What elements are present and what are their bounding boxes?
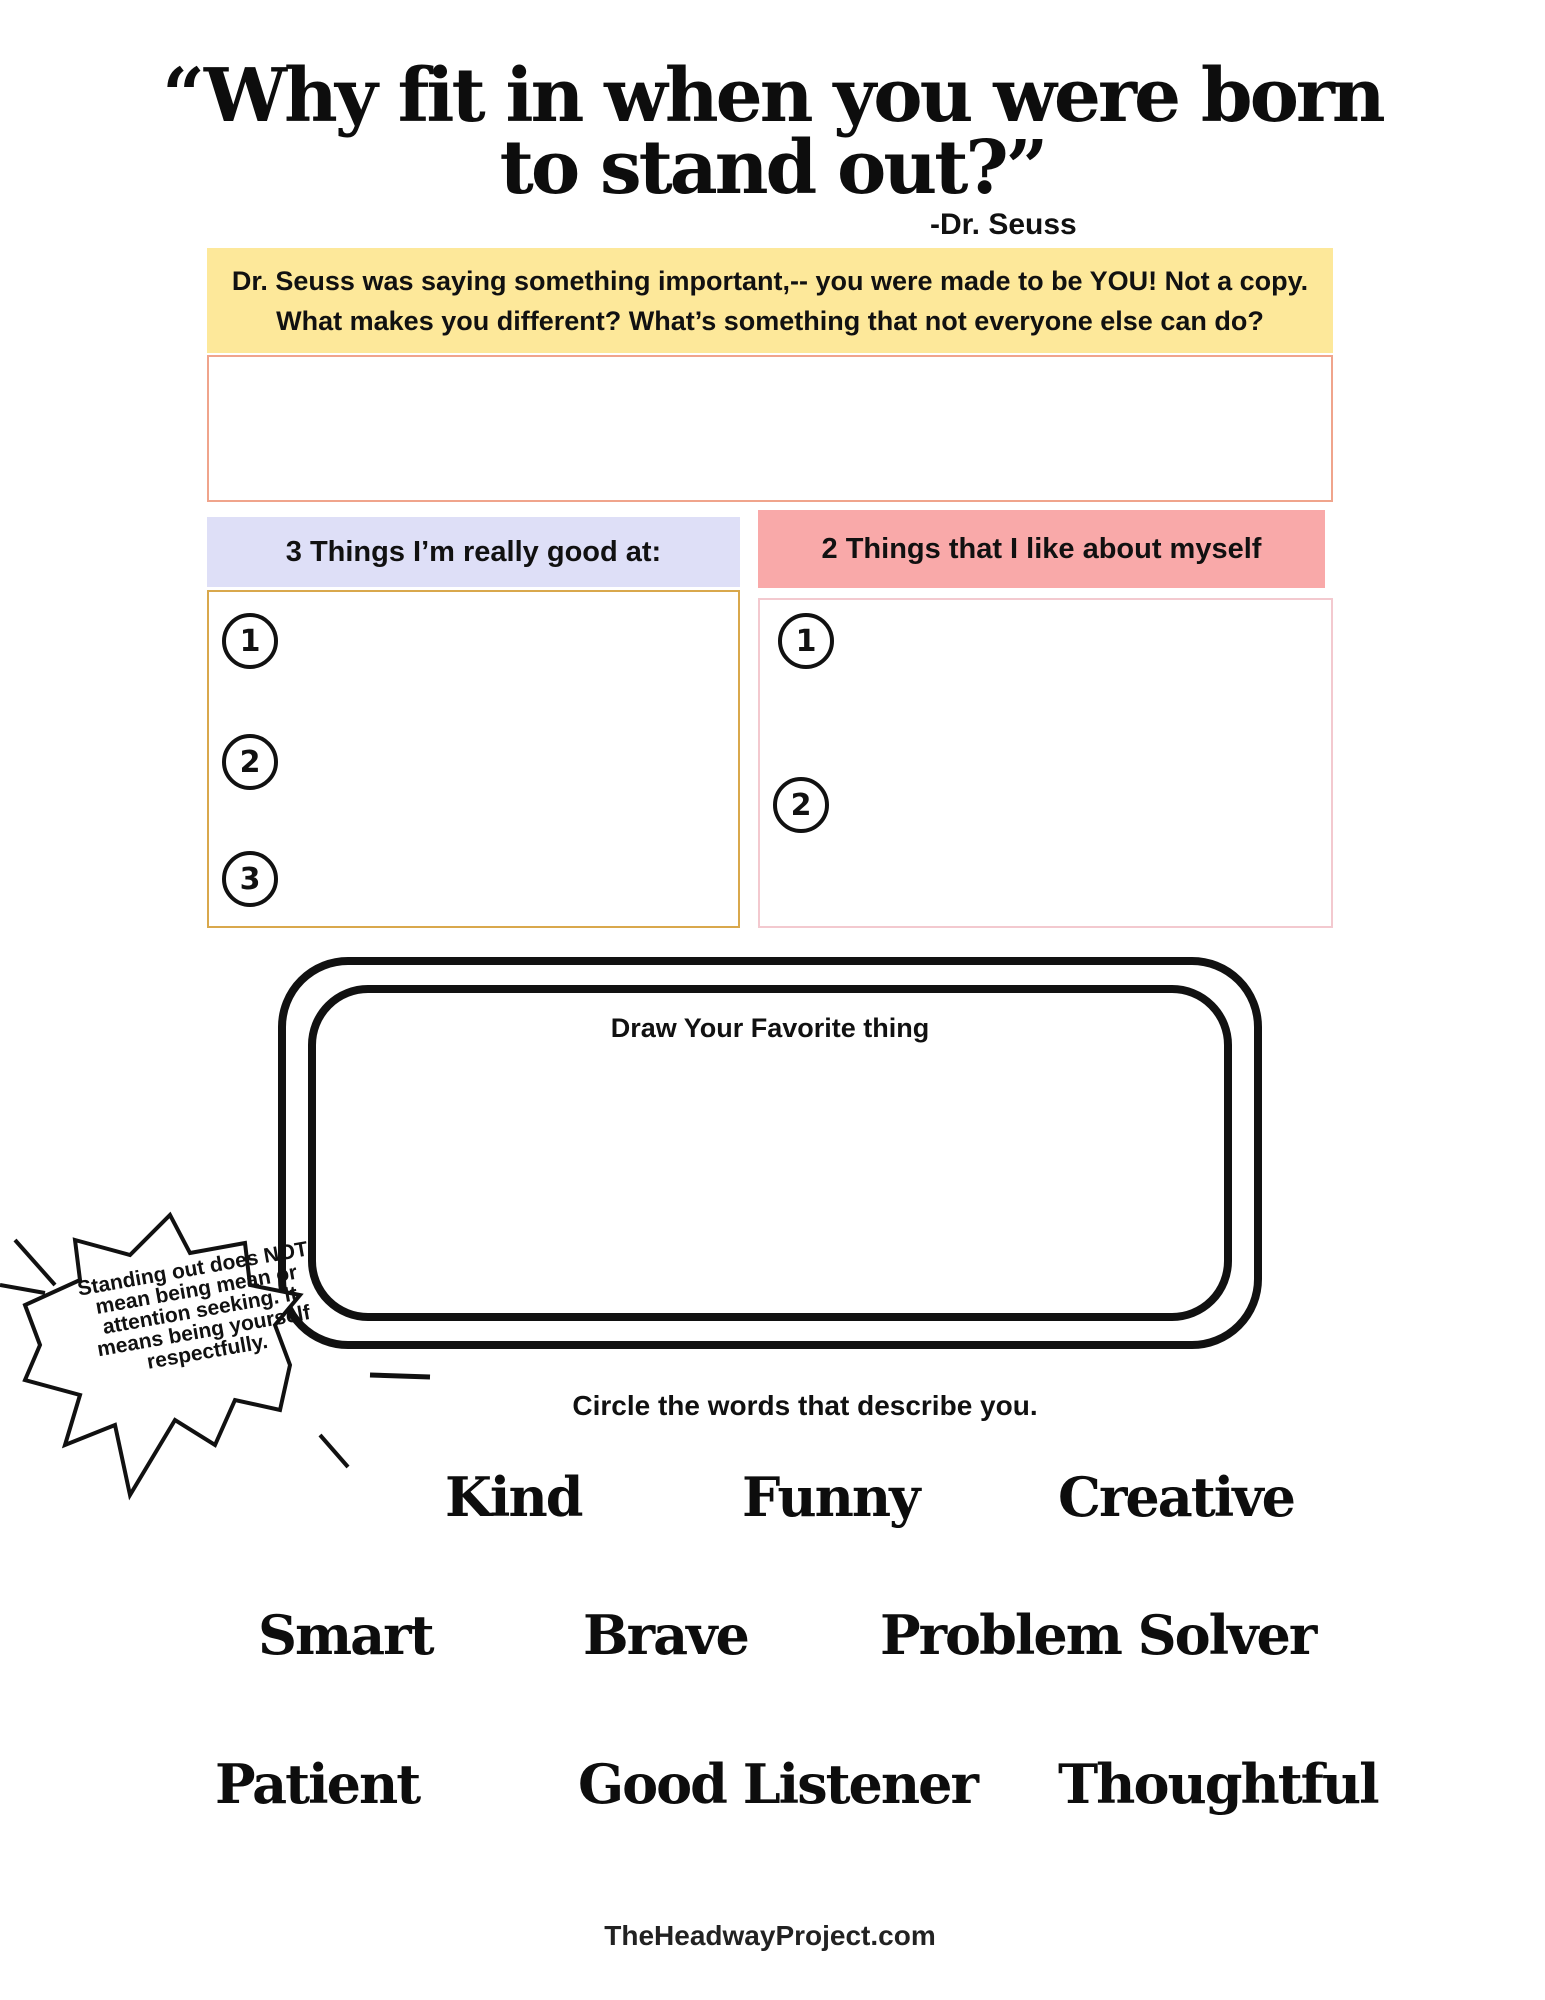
- good-at-header: [207, 517, 740, 587]
- like-myself-list[interactable]: [758, 598, 1333, 928]
- number-badge-1: 1: [222, 613, 278, 669]
- quote-author: -Dr. Seuss: [930, 208, 1077, 241]
- word-brave[interactable]: Brave: [583, 1603, 748, 1667]
- word-good-listener[interactable]: Good Listener: [578, 1752, 977, 1816]
- word-creative[interactable]: Creative: [1058, 1465, 1294, 1529]
- word-kind[interactable]: Kind: [445, 1465, 582, 1529]
- number-badge-2: 2: [773, 777, 829, 833]
- footer-website[interactable]: TheHeadwayProject.com: [604, 1920, 936, 1951]
- callout-text: Standing out does NOT mean being mean or attention seeking. It means being yourself respectfully.: [75, 1237, 312, 1374]
- good-at-title: 3 Things I’m really good at:: [285, 535, 662, 568]
- prompt-text: Dr. Seuss was saying something important,-- you were made to be YOU! Not a copy. What makes you different? What’s something that not everyone else can do?: [231, 265, 1309, 336]
- word-funny[interactable]: Funny: [742, 1465, 919, 1529]
- answer-field[interactable]: [207, 355, 1333, 502]
- number-badge-3: 3: [222, 851, 278, 907]
- number-badge-1: 1: [778, 613, 834, 669]
- prompt-banner: [207, 248, 1333, 353]
- word-problem-solver[interactable]: Problem Solver: [880, 1603, 1316, 1667]
- number-badge-2: 2: [222, 734, 278, 790]
- quote-title: “Why fit in when you were born to stand out?”: [162, 53, 1383, 211]
- word-thoughtful[interactable]: Thoughtful: [1058, 1752, 1378, 1816]
- word-smart[interactable]: Smart: [258, 1603, 433, 1667]
- circle-instruction: Circle the words that describe you.: [572, 1390, 1038, 1421]
- word-patient[interactable]: Patient: [215, 1752, 420, 1816]
- good-at-list[interactable]: [207, 590, 740, 928]
- drawing-label: Draw Your Favorite thing: [610, 1013, 930, 1043]
- like-myself-header: [758, 510, 1325, 588]
- like-myself-title: 2 Things that I like about myself: [821, 532, 1262, 565]
